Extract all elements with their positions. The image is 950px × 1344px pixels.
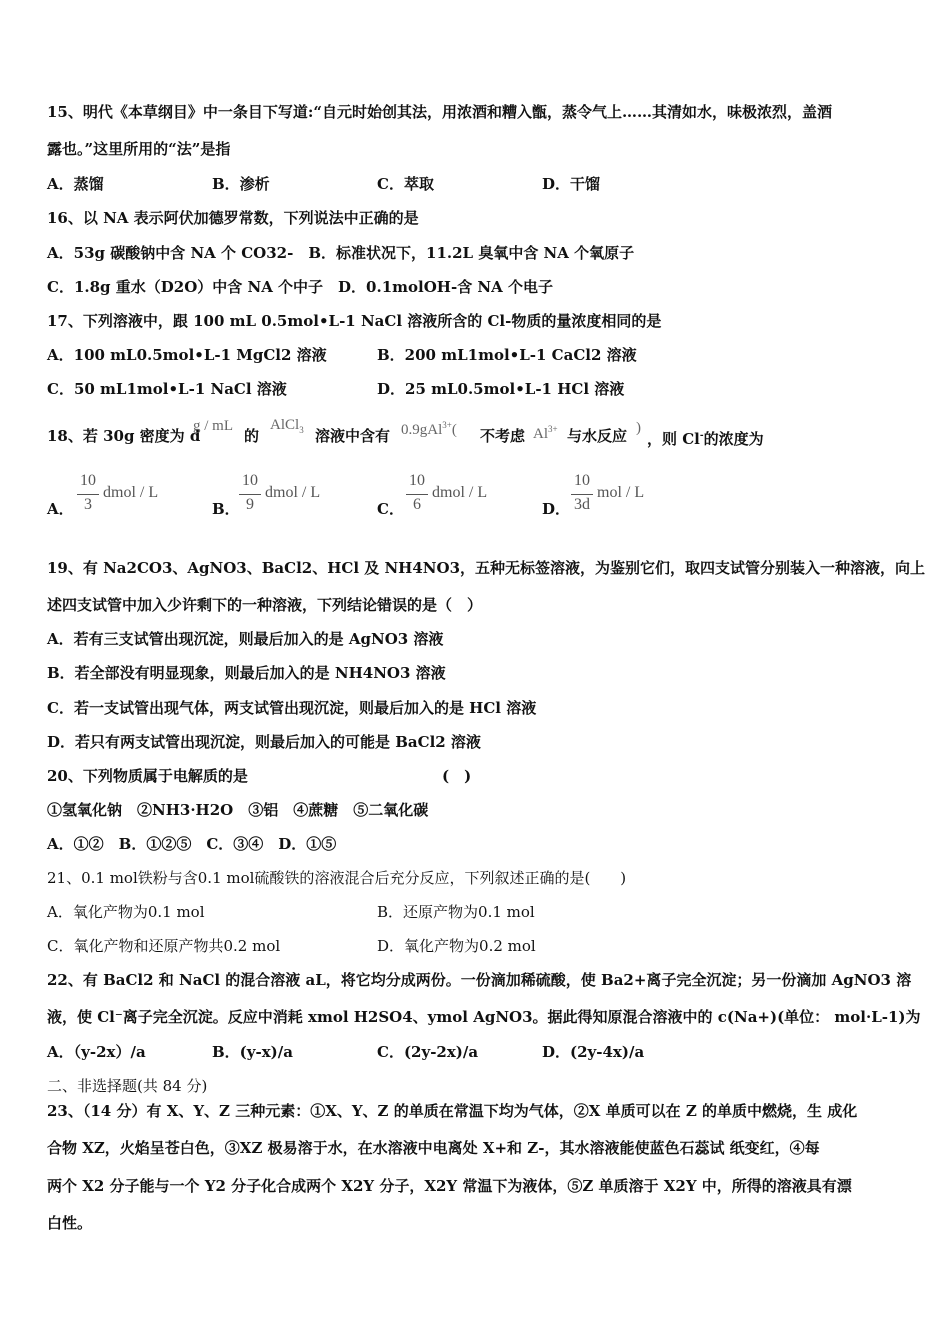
q18-stem-part6: ，则 Cl-的浓度为	[647, 430, 764, 448]
q22-option-c: C．(2y-2x)/a	[377, 1043, 479, 1061]
q15-stem-line1: 15、明代《本草纲目》中一条目下写道:“自元时始创其法，用浓酒和糟入甑，蒸令气上……其清如水，味极浓烈，盖酒	[47, 103, 833, 121]
q18-stem-part1: 18、若 30g 密度为 d	[47, 427, 201, 445]
q21-option-c: C．氧化产物和还原产物共0.2 mol	[47, 937, 281, 955]
q18-mass-al: 0.9gAl$^{3+}$(	[401, 420, 457, 438]
q21-stem: 21、0.1 mol铁粉与含0.1 mol硫酸铁的溶液混合后充分反应，下列叙述正确的是( )	[47, 869, 627, 887]
q19-option-c: C．若一支试管出现气体，两支试管出现沉淀，则最后加入的是 HCl 溶液	[47, 699, 537, 717]
q18-option-b-label: B．	[212, 500, 240, 518]
q23-stem-line4: 白性。	[47, 1214, 93, 1232]
q19-option-a: A．若有三支试管出现沉淀，则最后加入的是 AgNO3 溶液	[47, 630, 444, 648]
q22-stem-line1: 22、有 BaCl2 和 NaCl 的混合溶液 aL，将它均分成两份。一份滴加稀硫酸，使 Ba2+离子完全沉淀；另一份滴加 AgNO3 溶	[47, 971, 912, 989]
q20-options: A．①② B．①②⑤ C．③④ D．①⑤	[47, 835, 337, 853]
q22-option-a: A．（y-2x）/a	[47, 1043, 146, 1061]
q18-option-a-label: A．	[47, 500, 74, 518]
q18-formula-alcl3: AlCl$_3$	[270, 417, 304, 435]
q15-option-d: D．干馏	[542, 175, 601, 193]
q23-stem-line1: 23、（14 分）有 X、Y、Z 三种元素：①X、Y、Z 的单质在常温下均为气体，②X 单质可以在 Z 的单质中燃烧，生 成化	[47, 1102, 858, 1120]
q18-close-paren: )	[636, 420, 641, 436]
q16-options-ab: A．53g 碳酸钠中含 NA 个 CO32- B．标准状况下，11.2L 臭氧中含 NA 个氧原子	[47, 244, 635, 262]
q22-option-d: D．(2y-4x)/a	[542, 1043, 645, 1061]
q19-stem-line2: 述四支试管中加入少许剩下的一种溶液，下列结论错误的是（ ）	[47, 596, 483, 614]
q15-option-a: A．蒸馏	[47, 175, 104, 193]
q17-option-d: D．25 mL0.5mol•L-1 HCl 溶液	[377, 380, 625, 398]
q19-stem-line1: 19、有 Na2CO3、AgNO3、BaCl2、HCl 及 NH4NO3，五种无标签溶液，为鉴别它们，取四支试管分别装入一种溶液，向上	[47, 559, 926, 577]
q15-option-c: C．萃取	[377, 175, 434, 193]
q22-stem-line2: 液，使 Cl⁻离子完全沉淀。反应中消耗 xmol H2SO4、ymol AgNO3。据此得知原混合溶液中的 c(Na+)(单位： mol·L-1)为	[47, 1008, 921, 1026]
q15-stem-line2: 露也。”这里所用的“法”是指	[47, 140, 231, 158]
q20-items: ①氢氧化钠 ②NH3·H2O ③铝 ④蔗糖 ⑤二氧化碳	[47, 801, 429, 819]
q17-option-b: B．200 mL1mol•L-1 CaCl2 溶液	[377, 346, 637, 364]
q20-answer-paren: ( )	[442, 767, 472, 785]
q16-options-cd: C．1.8g 重水（D2O）中含 NA 个中子 D．0.1molOH-含 NA 个电子	[47, 278, 553, 296]
q23-stem-line3: 两个 X2 分子能与一个 Y2 分子化合成两个 X2Y 分子，X2Y 常温下为液体，⑤Z 单质溶于 X2Y 中，所得的溶液具有漂	[47, 1177, 852, 1195]
q18-stem-part4: 不考虑	[480, 427, 526, 445]
q17-option-a: A．100 mL0.5mol•L-1 MgCl2 溶液	[47, 346, 327, 364]
q18-option-c-label: C．	[377, 500, 404, 518]
section-heading: 二、非选择题(共 84 分)	[47, 1077, 208, 1095]
q15-option-b: B．渗析	[212, 175, 270, 193]
q19-option-b: B．若全部没有明显现象，则最后加入的是 NH4NO3 溶液	[47, 664, 446, 682]
q22-option-b: B．(y-x)/a	[212, 1043, 293, 1061]
q18-option-d-label: D．	[542, 500, 571, 518]
q21-option-b: B．还原产物为0.1 mol	[377, 903, 535, 921]
q18-stem-part2: 的	[244, 427, 260, 445]
q18-density-unit: g / mL	[193, 418, 233, 434]
q20-stem: 20、下列物质属于电解质的是	[47, 767, 248, 785]
q19-option-d: D．若只有两支试管出现沉淀，则最后加入的可能是 BaCl2 溶液	[47, 733, 481, 751]
q18-stem-part3: 溶液中含有	[315, 427, 391, 445]
q21-option-a: A．氧化产物为0.1 mol	[47, 903, 205, 921]
q17-stem: 17、下列溶液中，跟 100 mL 0.5mol•L-1 NaCl 溶液所含的 Cl-物质的量浓度相同的是	[47, 312, 662, 330]
q18-al-ion: $Al^{3+}$	[533, 424, 558, 442]
q23-stem-line2: 合物 XZ，火焰呈苍白色，③XZ 极易溶于水，在水溶液中电离处 X+和 Z-，其水溶液能使蓝色石蕊试 纸变红，④每	[47, 1139, 820, 1157]
q21-option-d: D．氧化产物为0.2 mol	[377, 937, 536, 955]
q16-stem: 16、以 NA 表示阿伏加德罗常数，下列说法中正确的是	[47, 209, 419, 227]
q18-stem-part5: 与水反应	[567, 427, 628, 445]
q17-option-c: C．50 mL1mol•L-1 NaCl 溶液	[47, 380, 287, 398]
